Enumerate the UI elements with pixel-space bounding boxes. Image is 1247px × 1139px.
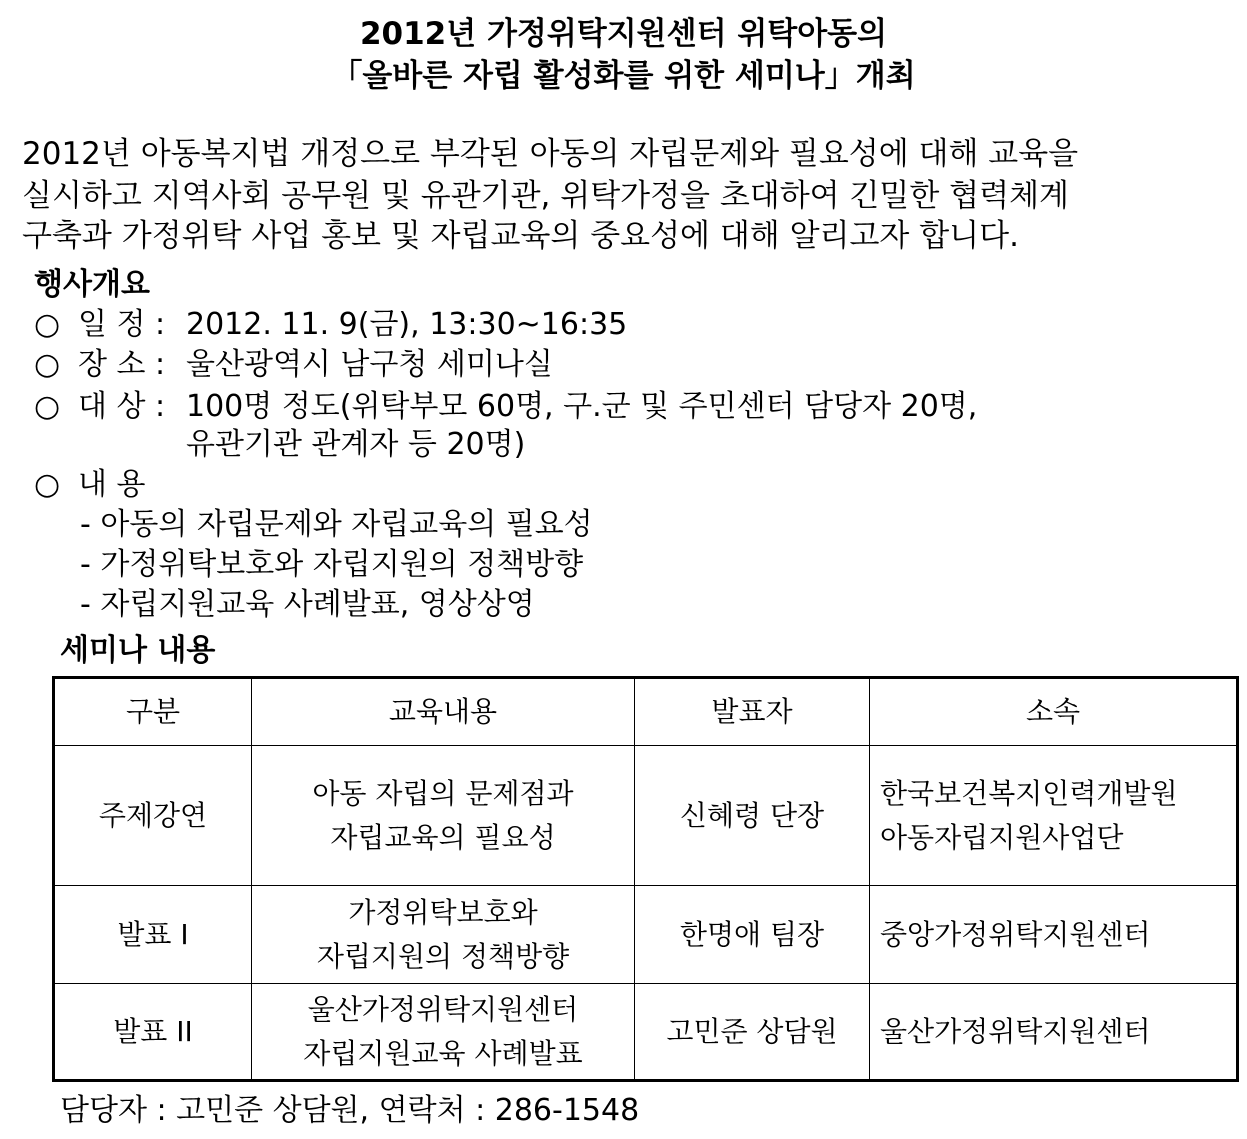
content-item: - 아동의 자립문제와 자립교육의 필요성 (80, 507, 593, 542)
row-content-line: 울산가정위탁지원센터 (307, 992, 579, 1026)
contact-footer: 담당자 : 고민준 상담원, 연락처 : 286-1548 (60, 1093, 640, 1128)
overview-content (34, 466, 183, 504)
row-affiliation-line: 중앙가정위탁지원센터 (880, 917, 1151, 951)
date-label: 일 정 : (78, 307, 166, 342)
row-content (252, 886, 635, 984)
row-affiliation (870, 746, 1238, 886)
row-affiliation (870, 886, 1238, 984)
circle-bullet-icon: ○ (34, 307, 61, 342)
table-row (54, 984, 1238, 1081)
header-presenter: 발표자 (635, 678, 870, 746)
header-affiliation: 소속 (870, 678, 1238, 746)
row-presenter: 한명애 팀장 (635, 886, 870, 984)
document-title-line-2: 「올바른 자립 활성화를 위한 세미나」개최 (331, 58, 916, 94)
row-content-line: 자립교육의 필요성 (330, 820, 556, 854)
header-category: 구분 (54, 678, 252, 746)
row-content (252, 984, 635, 1081)
seminar-heading: 세미나 내용 (60, 633, 216, 668)
row-content (252, 746, 635, 886)
row-content-line: 자립지원교육 사례발표 (303, 1036, 583, 1070)
overview-date (34, 306, 183, 344)
row-presenter: 신혜령 단장 (635, 746, 870, 886)
table-row (54, 886, 1238, 984)
row-content-line: 아동 자립의 문제점과 (312, 776, 574, 810)
row-affiliation (870, 984, 1238, 1081)
content-item: - 가정위탁보호와 자립지원의 정책방향 (80, 547, 584, 582)
target-value-line-1: 100명 정도(위탁부모 60명, 구.군 및 주민센터 담당자 20명, (186, 389, 978, 424)
overview-heading: 행사개요 (34, 267, 150, 302)
row-presenter: 고민준 상담원 (635, 984, 870, 1081)
table-row (54, 746, 1238, 886)
target-value-line-2: 유관기관 관계자 등 20명) (186, 427, 526, 462)
row-affiliation-line: 아동자립지원사업단 (880, 820, 1124, 854)
row-category: 주제강연 (54, 746, 252, 886)
overview-place (34, 346, 183, 384)
header-content: 교육내용 (252, 678, 635, 746)
circle-bullet-icon: ○ (34, 467, 61, 502)
row-content-line: 자립지원의 정책방향 (316, 939, 570, 973)
content-item: - 자립지원교육 사례발표, 영상상영 (80, 587, 535, 622)
content-label: 내 용 (78, 467, 146, 502)
row-content-line: 가정위탁보호와 (348, 895, 538, 929)
circle-bullet-icon: ○ (34, 347, 61, 382)
place-label: 장 소 : (78, 347, 166, 382)
row-affiliation-line: 울산가정위탁지원센터 (880, 1014, 1151, 1048)
document-title-line-1: 2012년 가정위탁지원센터 위탁아동의 (359, 16, 888, 52)
date-value: 2012. 11. 9(금), 13:30~16:35 (186, 307, 628, 342)
circle-bullet-icon: ○ (34, 389, 61, 424)
overview-target (34, 388, 183, 426)
place-value: 울산광역시 남구청 세미나실 (186, 347, 553, 382)
seminar-table (52, 676, 1239, 1082)
row-affiliation-line: 한국보건복지인력개발원 (880, 776, 1178, 810)
row-category: 발표 II (54, 984, 252, 1081)
row-category: 발표 I (54, 886, 252, 984)
target-label: 대 상 : (78, 389, 166, 424)
intro-line-2: 실시하고 지역사회 공무원 및 유관기관, 위탁가정을 초대하여 긴밀한 협력체계 (22, 178, 1069, 214)
intro-line-3: 구축과 가정위탁 사업 홍보 및 자립교육의 중요성에 대해 알리고자 합니다. (22, 218, 1019, 254)
intro-line-1: 2012년 아동복지법 개정으로 부각된 아동의 자립문제와 필요성에 대해 교육을 (22, 136, 1079, 172)
table-header-row (54, 678, 1238, 746)
